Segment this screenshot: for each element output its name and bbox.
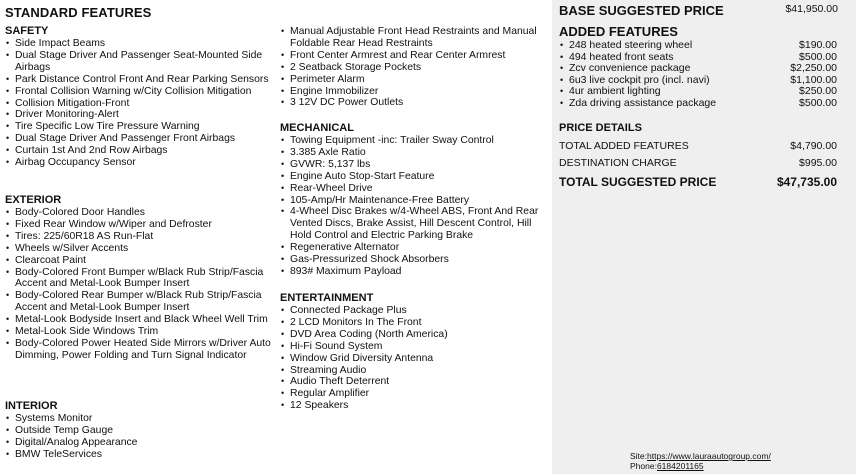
total-added-value: $4,790.00	[790, 140, 837, 152]
added-feature-name: 6u3 live cockpit pro (incl. navi)	[569, 73, 710, 86]
added-feature-row	[559, 98, 839, 110]
phone-label: Phone:	[630, 461, 657, 471]
total-price-value: $47,735.00	[776, 175, 837, 189]
feature-item: • Curtain 1st And 2nd Row Airbags	[5, 145, 275, 157]
feature-item: • Digital/Analog Appearance	[5, 437, 275, 449]
feature-item: • GVWR: 5,137 lbs	[280, 159, 552, 171]
interior-section	[5, 400, 275, 461]
feature-item: • Engine Immobilizer	[280, 86, 552, 98]
feature-item: • Body-Colored Rear Bumper w/Black Rub Strip/Fascia Accent and Metal-Look Bumper Insert	[5, 290, 275, 314]
feature-item: • Driver Monitoring-Alert	[5, 109, 275, 121]
feature-item: • 2 Seatback Storage Pockets	[280, 62, 552, 74]
feature-item: • Towing Equipment -inc: Trailer Sway Control	[280, 135, 552, 147]
feature-item: • Front Center Armrest and Rear Center Armrest	[280, 50, 552, 62]
feature-item: • Metal-Look Side Windows Trim	[5, 326, 275, 338]
feature-item: • 105-Amp/Hr Maintenance-Free Battery	[280, 195, 552, 207]
feature-item: • Airbag Occupancy Sensor	[5, 157, 275, 169]
destination-value: $995.00	[799, 157, 837, 169]
feature-item: • Metal-Look Bodyside Insert and Black Wheel Well Trim	[5, 314, 275, 326]
feature-item: • Manual Adjustable Front Head Restraints and Manual Foldable Rear Head Restraints	[280, 26, 552, 50]
feature-item: • Streaming Audio	[280, 365, 552, 377]
mechanical-list	[280, 135, 552, 278]
feature-item: • Window Grid Diversity Antenna	[280, 353, 552, 365]
feature-item: • Side Impact Beams	[5, 38, 275, 50]
added-feature-price: $500.00	[799, 96, 837, 109]
total-added-row	[559, 140, 839, 152]
feature-item: • Regenerative Alternator	[280, 242, 552, 254]
entertainment-list	[280, 305, 552, 412]
added-features-list	[559, 40, 839, 110]
feature-item: • 3.385 Axle Ratio	[280, 147, 552, 159]
feature-item: • 12 Speakers	[280, 400, 552, 412]
feature-item: • Rear-Wheel Drive	[280, 183, 552, 195]
added-feature-price: $250.00	[799, 85, 837, 98]
feature-item: • Gas-Pressurized Shock Absorbers	[280, 254, 552, 266]
feature-item: • Clearcoat Paint	[5, 255, 275, 267]
price-details-title: PRICE DETAILS	[559, 122, 642, 134]
total-added-label: TOTAL ADDED FEATURES	[559, 140, 689, 152]
interior-title: INTERIOR	[5, 400, 58, 412]
added-feature-name: Zcv convenience package	[569, 62, 691, 75]
standard-features-title: STANDARD FEATURES	[5, 5, 152, 20]
feature-item: • Fixed Rear Window w/Wiper and Defroster	[5, 219, 275, 231]
feature-item: • Body-Colored Power Heated Side Mirrors w/Driver Auto Dimming, Power Folding and Turn Signal Indicator	[5, 338, 275, 362]
total-price-row	[559, 175, 839, 189]
feature-item: • Body-Colored Front Bumper w/Black Rub Strip/Fascia Accent and Metal-Look Bumper Insert	[5, 267, 275, 291]
destination-label: DESTINATION CHARGE	[559, 157, 677, 169]
added-feature-price: $190.00	[799, 39, 837, 51]
safety-list	[5, 38, 275, 169]
site-label: Site:	[630, 451, 648, 461]
exterior-list	[5, 207, 275, 362]
feature-item: • Connected Package Plus	[280, 305, 552, 317]
feature-item: • Dual Stage Driver And Passenger Front Airbags	[5, 133, 275, 145]
added-feature-name: Zda driving assistance package	[569, 96, 717, 109]
feature-item: • 3 12V DC Power Outlets	[280, 97, 552, 109]
added-feature-price: $500.00	[799, 50, 837, 63]
phone-line	[630, 461, 704, 471]
phone-link[interactable]: 6184201165	[656, 461, 704, 471]
feature-item: • Frontal Collision Warning w/City Collision Mitigation	[5, 86, 275, 98]
total-price-label: TOTAL SUGGESTED PRICE	[559, 175, 717, 189]
interior-cont-list	[280, 26, 552, 109]
feature-item: • Body-Colored Door Handles	[5, 207, 275, 219]
interior-cont-section	[280, 26, 552, 109]
feature-item: • Wheels w/Silver Accents	[5, 243, 275, 255]
feature-item: • Systems Monitor	[5, 413, 275, 425]
feature-item: • Tires: 225/60R18 AS Run-Flat	[5, 231, 275, 243]
feature-item: • Regular Amplifier	[280, 388, 552, 400]
feature-item: • Audio Theft Deterrent	[280, 376, 552, 388]
added-feature-name: 248 heated steering wheel	[569, 39, 693, 51]
feature-item: • Collision Mitigation-Front	[5, 98, 275, 110]
destination-row	[559, 157, 839, 169]
safety-section	[5, 25, 275, 169]
base-price-value: $41,950.00	[785, 3, 838, 15]
entertainment-section	[280, 292, 552, 412]
exterior-section	[5, 194, 275, 362]
feature-item: • DVD Area Coding (North America)	[280, 329, 552, 341]
feature-item: • 2 LCD Monitors In The Front	[280, 317, 552, 329]
mechanical-section	[280, 122, 552, 278]
added-features-title: ADDED FEATURES	[559, 24, 678, 39]
feature-item: • Outside Temp Gauge	[5, 425, 275, 437]
base-price-label: BASE SUGGESTED PRICE	[559, 3, 724, 18]
feature-item: • Park Distance Control Front And Rear Parking Sensors	[5, 74, 275, 86]
feature-item: • Hi-Fi Sound System	[280, 341, 552, 353]
feature-item: • Perimeter Alarm	[280, 74, 552, 86]
added-feature-price: $1,100.00	[790, 73, 837, 86]
feature-item: • 893# Maximum Payload	[280, 266, 552, 278]
pricing-panel	[552, 0, 856, 474]
interior-list	[5, 413, 275, 461]
feature-item: • Tire Specific Low Tire Pressure Warning	[5, 121, 275, 133]
site-link[interactable]: https://www.lauraautogroup.com/	[647, 451, 771, 461]
feature-item: • 4-Wheel Disc Brakes w/4-Wheel ABS, Front And Rear Vented Discs, Brake Assist, Hill Descent Control, Hill Hold Control and Electric Parking Brake	[280, 206, 552, 242]
feature-item: • Dual Stage Driver And Passenger Seat-Mounted Side Airbags	[5, 50, 275, 74]
safety-title: SAFETY	[5, 25, 49, 37]
mechanical-title: MECHANICAL	[280, 122, 354, 134]
exterior-title: EXTERIOR	[5, 194, 62, 206]
feature-item: • BMW TeleServices	[5, 449, 275, 461]
added-feature-price: $2,250.00	[790, 62, 837, 75]
added-feature-name: 494 heated front seats	[569, 50, 674, 63]
entertainment-title: ENTERTAINMENT	[280, 292, 374, 304]
site-line	[630, 451, 771, 461]
feature-item: • Engine Auto Stop-Start Feature	[280, 171, 552, 183]
added-feature-name: 4ur ambient lighting	[569, 85, 661, 98]
